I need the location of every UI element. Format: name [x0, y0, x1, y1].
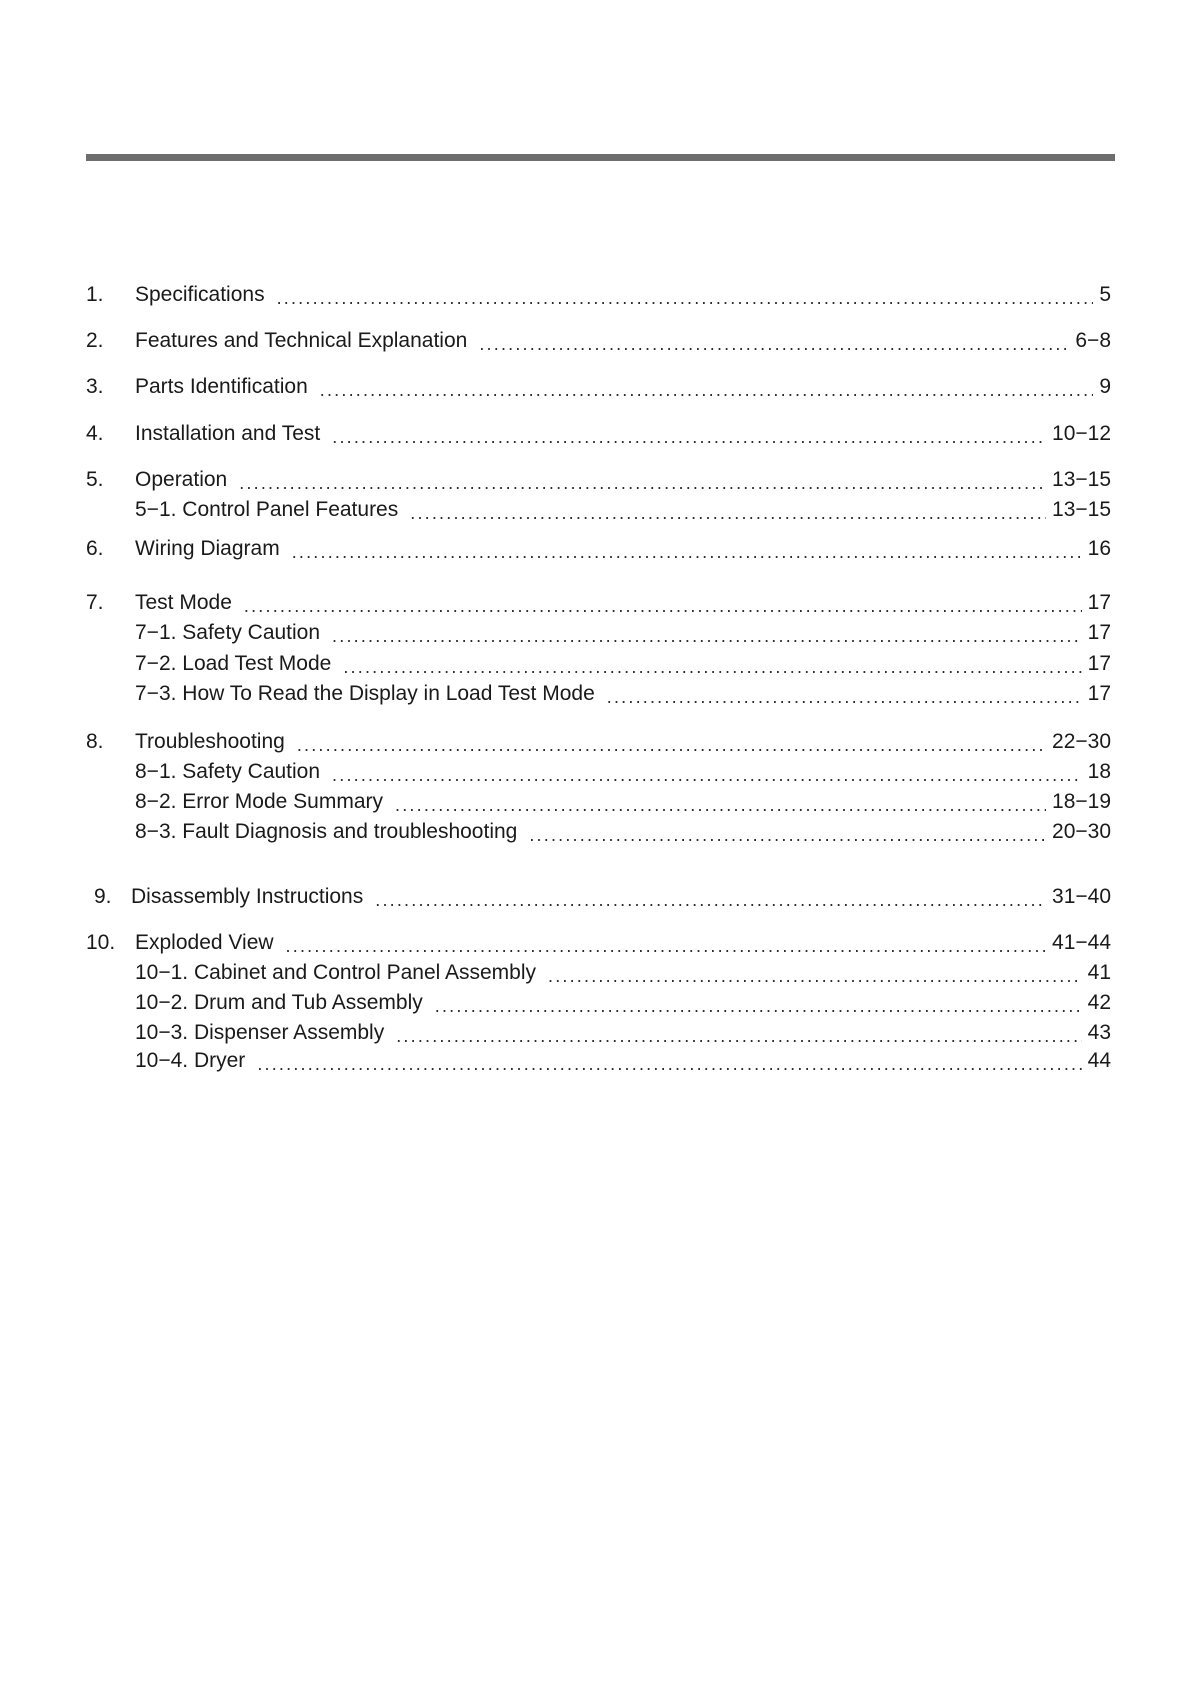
dot-leader: [395, 788, 1046, 816]
toc-entry-page: 13−15: [1052, 498, 1111, 521]
toc-entry-title: 10−2. Drum and Tub Assembly: [135, 991, 423, 1014]
dot-leader: [297, 728, 1046, 756]
toc-entry: [86, 535, 1111, 563]
toc-subentry: [86, 989, 1111, 1017]
dot-leader: [410, 496, 1046, 524]
toc-entry-title: 8−1. Safety Caution: [135, 760, 321, 783]
toc-entry-title: Disassembly Instructions: [131, 885, 364, 908]
dot-leader: [529, 818, 1046, 846]
dot-leader: [479, 327, 1069, 355]
toc-entry-page: 6−8: [1075, 329, 1111, 352]
dot-leader: [320, 373, 1094, 401]
dot-leader: [375, 883, 1046, 911]
dot-leader: [332, 619, 1082, 647]
toc-entry-title: 7−2. Load Test Mode: [135, 652, 332, 675]
toc-entry: [86, 420, 1111, 448]
toc-entry-title: Features and Technical Explanation: [135, 329, 468, 352]
toc-entry-number: 9.: [94, 885, 112, 908]
toc-entry: [86, 281, 1111, 309]
toc-entry-page: 18−19: [1052, 790, 1111, 813]
toc-entry-number: 10.: [86, 931, 116, 954]
dot-leader: [343, 650, 1081, 678]
toc-entry-page: 16: [1087, 537, 1111, 560]
toc-entry: [86, 929, 1111, 957]
toc-entry-page: 42: [1087, 991, 1111, 1014]
toc-entry-number: 3.: [86, 375, 104, 398]
toc-entry-number: 6.: [86, 537, 104, 560]
toc-subentry: [86, 650, 1111, 678]
toc-entry-number: 8.: [86, 730, 104, 753]
toc-entry-page: 20−30: [1052, 820, 1111, 843]
toc-entry-page: 44: [1087, 1049, 1111, 1072]
toc-entry-page: 43: [1087, 1021, 1111, 1044]
toc-entry: [86, 327, 1111, 355]
toc-entry-number: 2.: [86, 329, 104, 352]
toc-entry-page: 17: [1087, 621, 1111, 644]
toc-entry-title: Test Mode: [135, 591, 232, 614]
toc-subentry: [86, 959, 1111, 987]
dot-leader: [548, 959, 1082, 987]
toc-entry-title: Specifications: [135, 283, 265, 306]
toc-entry: [86, 589, 1111, 617]
toc-entry-title: 7−3. How To Read the Display in Load Test Mode: [135, 682, 595, 705]
toc-entry-title: Exploded View: [135, 931, 274, 954]
toc-entry-title: 5−1. Control Panel Features: [135, 498, 399, 521]
dot-leader: [396, 1019, 1081, 1047]
dot-leader: [257, 1047, 1081, 1075]
toc-entry: [94, 883, 1111, 911]
dot-leader: [607, 680, 1082, 708]
toc-entry-page: 17: [1087, 682, 1111, 705]
toc-subentry: [86, 619, 1111, 647]
toc-entry: [86, 466, 1111, 494]
toc-entry-number: 1.: [86, 283, 104, 306]
toc-subentry: [86, 788, 1111, 816]
toc-entry-page: 41−44: [1052, 931, 1111, 954]
toc-entry-page: 17: [1087, 591, 1111, 614]
dot-leader: [435, 989, 1082, 1017]
toc-entry: [86, 728, 1111, 756]
toc-entry-page: 22−30: [1052, 730, 1111, 753]
toc-entry-title: 7−1. Safety Caution: [135, 621, 321, 644]
toc-entry-page: 18: [1087, 760, 1111, 783]
toc-entry-page: 13−15: [1052, 468, 1111, 491]
toc-entry-title: Parts Identification: [135, 375, 308, 398]
dot-leader: [244, 589, 1082, 617]
toc-entry-number: 5.: [86, 468, 104, 491]
toc-entry-title: 10−1. Cabinet and Control Panel Assembly: [135, 961, 536, 984]
dot-leader: [332, 758, 1082, 786]
toc-entry-title: Installation and Test: [135, 422, 321, 445]
toc-entry-number: 4.: [86, 422, 104, 445]
dot-leader: [239, 466, 1046, 494]
toc-entry-page: 10−12: [1052, 422, 1111, 445]
toc-entry-title: 10−3. Dispenser Assembly: [135, 1021, 385, 1044]
toc-entry-title: 8−3. Fault Diagnosis and troubleshooting: [135, 820, 518, 843]
toc-subentry: [86, 680, 1111, 708]
toc-entry-page: 17: [1087, 652, 1111, 675]
dot-leader: [332, 420, 1046, 448]
dot-leader: [277, 281, 1094, 309]
toc-entry-title: Troubleshooting: [135, 730, 285, 753]
toc-entry-page: 9: [1099, 375, 1111, 398]
toc-entry-title: 8−2. Error Mode Summary: [135, 790, 384, 813]
toc-entry-title: Wiring Diagram: [135, 537, 280, 560]
toc-subentry: [86, 496, 1111, 524]
toc-subentry: [86, 1019, 1111, 1047]
toc-subentry: [86, 818, 1111, 846]
toc-entry-page: 31−40: [1052, 885, 1111, 908]
toc-subentry: [86, 1047, 1111, 1075]
toc-entry-page: 41: [1087, 961, 1111, 984]
toc-entry-title: Operation: [135, 468, 228, 491]
toc-entry: [86, 373, 1111, 401]
dot-leader: [292, 535, 1082, 563]
toc-entry-title: 10−4. Dryer: [135, 1049, 246, 1072]
toc-entry-page: 5: [1099, 283, 1111, 306]
dot-leader: [286, 929, 1046, 957]
toc-subentry: [86, 758, 1111, 786]
toc-entry-number: 7.: [86, 591, 104, 614]
